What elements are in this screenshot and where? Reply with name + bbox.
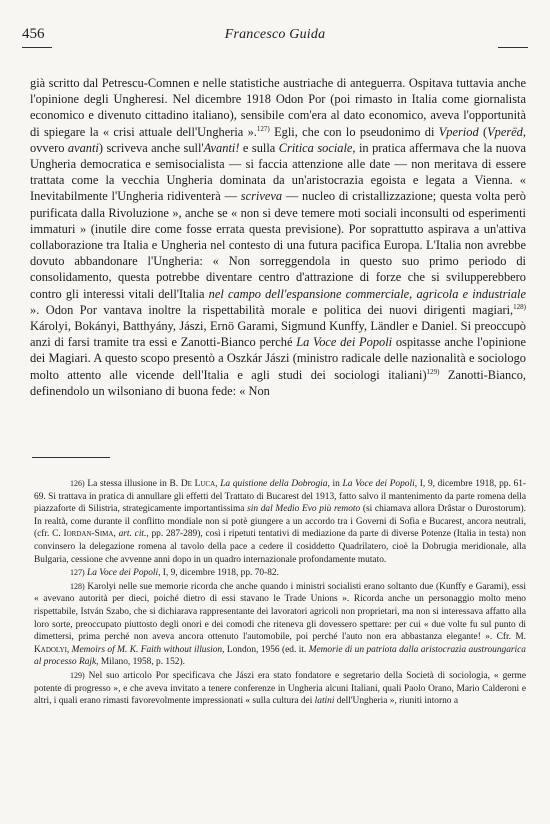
journal-title: La Voce dei Popoli — [342, 479, 415, 489]
text-run: , — [215, 479, 221, 489]
footnote-mark: 128) — [70, 581, 85, 591]
text-run: , — [113, 529, 119, 540]
text-run: dell'Ungheria », riuniti intorno a — [334, 696, 458, 707]
periodical-title: Critica sociale, — [278, 140, 356, 155]
text-run: , I, 9, dicembre 1918, pp. 70-82. — [158, 568, 279, 579]
author-name: Kadolyi — [34, 644, 67, 655]
text-run: Károlyi, Bokányi, Batthyány, Jászi, Ernö Garami, Sigmund Kunffy, Ländler e Daniel. Si preoccupò anzi di farsi tramite tra essi e Zanotti-Bianco perché — [30, 319, 526, 350]
footnote-128 — [34, 581, 526, 669]
footnote-mark: 127) — [70, 568, 85, 578]
text-run: ( — [478, 124, 488, 139]
text-run: , London, 1956 (ed. it. — [222, 644, 309, 655]
header-rule-right — [498, 47, 528, 48]
text-run: , Milano, 1958, p. 152). — [96, 657, 185, 668]
text-run: Egli, che con lo pseudonimo di — [269, 124, 439, 139]
italic-term: scriveva — [240, 189, 283, 204]
footnote-mark: 129) — [70, 670, 85, 680]
text-run: già scritto dal Petrescu-Comnen e nelle statistiche austriache di anteguerra. Ospitava tuttavia anche l'opinione degli Ungheresi. Nel dicembre 1918 Odon Por (poi rimasto in Italia come giornalista economico e divenuto cittadino italiano), sensibile com'era al dato economico, aveva l'opportunità di spiegare la « crisi attuale dell'Ungheria ». — [30, 76, 526, 139]
header-rule-left — [22, 47, 52, 48]
text-run: e sulla — [239, 140, 279, 155]
footnote-separator — [32, 457, 110, 458]
book-title: Memorie di un patriota dalla aristocrazia austroungarica al processo Rajk — [34, 644, 526, 668]
footnotes — [34, 478, 526, 709]
italic-quote: sin dal Medio Evo più remoto — [247, 504, 361, 515]
citation-abbrev: art. cit. — [118, 529, 147, 540]
footnote-ref-128: 128) — [513, 302, 526, 311]
text-run: , I, 9, dicembre 1918, pp. 61-69. Si trattava in pratica di annullare gli effetti del Trattato di Bucarest del 1913, fatto salvo il mantenimento da parte romena della piazzaforte di Silistria, strategicamente importantissima — [34, 479, 526, 515]
footnote-mark: 126) — [70, 479, 85, 488]
page-number: 456 — [22, 26, 45, 42]
pseudonym: Vperiod — [438, 124, 479, 139]
text-run: ». Odon Por vantava inoltre la rispettabilità morale e politica dei nuovi dirigenti magiari, — [30, 302, 514, 317]
italic-term: avanti — [67, 140, 99, 155]
book-title: Memoirs of M. K. Faith without illusion — [71, 644, 223, 655]
footnote-129 — [34, 670, 526, 708]
author-name: Iordan-Sima — [63, 529, 114, 540]
text-run: in pratica affermava che la nuova Ungheria democratica e semisocialista — si faccia attenzione alle date — non meritava di essere trattata come la vecchia Ungheria dominata da un'aristocrazia egoista e legata a Vienna. « Inevitabilmente l'Ungheria ridiventerà — — [30, 140, 526, 204]
article-title: La quistione della Dobrogia — [220, 479, 328, 489]
italic-term: latini — [314, 696, 335, 707]
journal-title: La Voce dei Popoli — [87, 568, 159, 579]
text-run: ovvero — [30, 140, 68, 155]
main-text — [30, 75, 526, 399]
footnote-ref-129: 129) — [426, 367, 440, 376]
author-name: De Luca — [180, 479, 216, 489]
main-paragraph — [30, 75, 526, 399]
text-run: ospitasse anche l'opinione dei Magiari. A questo scopo presentò a Oszkár Jászi (ministro radicale delle nazionalità e sociologo molto attento alle vicende dell'Italia e agli studi dei sociologi italiani) — [30, 335, 526, 382]
italic-quote: nel campo dell'espansione commerciale, agricola e industriale — [208, 286, 526, 301]
text-run: , pp. 287-289), così i ripetuti tentativi di mediazione da parte di diverse Potenze (Italia in testa) non convinsero la delegazione romena al tavolo della pace a cedere il cosiddetto Quadrilatero, cioè la Dobrugia meridionale, alla Bulgaria, cessione che avvenne anni dopo in un quadro internazionale profondamente mutato. — [34, 529, 526, 565]
text-run: ) scriveva anche sull' — [98, 140, 204, 155]
running-title: Francesco Guida — [224, 27, 326, 42]
text-run: Karolyi nelle sue memorie ricorda che anche quando i ministri socialisti erano soltanto due (Kunffy e Garami), essi « avevano autorità per dieci, poiché dietro di essi stavano le Trade Unions ». Ricorda anche un personaggio molto meno rispettabile, István Szabo, che si dichiarava rappresentante dei lavoratori agricoli non proprietari, ma non si interessava affatto alla loro sorte, preoccupato piuttosto degli onori e dei comodi che riteneva gli dovessero spettare: per cui « due volte fu sul punto di dimettersi, prima perché non aveva ancora ottenuto l'automobile, poi perché l'auto non era abbastanza elegante! ». Cfr. M. — [34, 581, 526, 643]
text-run: — nucleo di cristallizzazione; questa volta però purificata dalla Rivoluzione », anche se « non si deve temere moti sociali inconsulti od esperimenti immaturi » (inutile dire come fosse errata questa previsione). Por soprattutto aspirava a un'attiva collaborazione tra Italia e Ungheria nel contesto di una futura pacifica Europa. L'Italia non avrebbe dovuto abbandonare l'Ungheria: « Non sorreggendola in questo suo primo periodo di consolidamento, questa potrebbe diventare centro d'attrazione di forze che si svilupperebbero contro gli interessi vitali dell'Italia — [30, 189, 526, 301]
footnote-127 — [34, 567, 526, 580]
periodical-title: Avanti! — [203, 140, 240, 155]
footnote-126 — [34, 478, 526, 566]
text-run: Nel suo articolo Por specificava che Jászi era stato fondatore e segretario della Società di sociologia, « germe potente di progresso », e che aveva invitato a tenere conferenze in Ungheria alcuni Italiani, quali Paolo Orano, Mario Calderoni e altri, i quali erano rimasti favorevolmente impressionati « sulla cultura dei — [34, 670, 526, 707]
text-run: La stessa illusione in B. — [84, 479, 181, 489]
text-run: Zanotti-Bianco, definendolo un wilsoniano di buona fede: « Non — [30, 367, 526, 398]
page-header — [22, 26, 528, 46]
text-run: (si chiamava allora Drâstar o Durostorum). In realtà, come durante il conflitto mondiale non si potè giungere a un accordo tra i Governi di Sofia e Bucarest, ancora neutrali, (cfr. C. — [34, 504, 526, 540]
italic-term: Vperëd, — [487, 124, 526, 139]
text-run: , — [66, 644, 72, 655]
footnote-ref-127: 127) — [256, 124, 270, 133]
text-run: , in — [327, 479, 343, 489]
periodical-title: La Voce dei Popoli — [296, 335, 393, 350]
